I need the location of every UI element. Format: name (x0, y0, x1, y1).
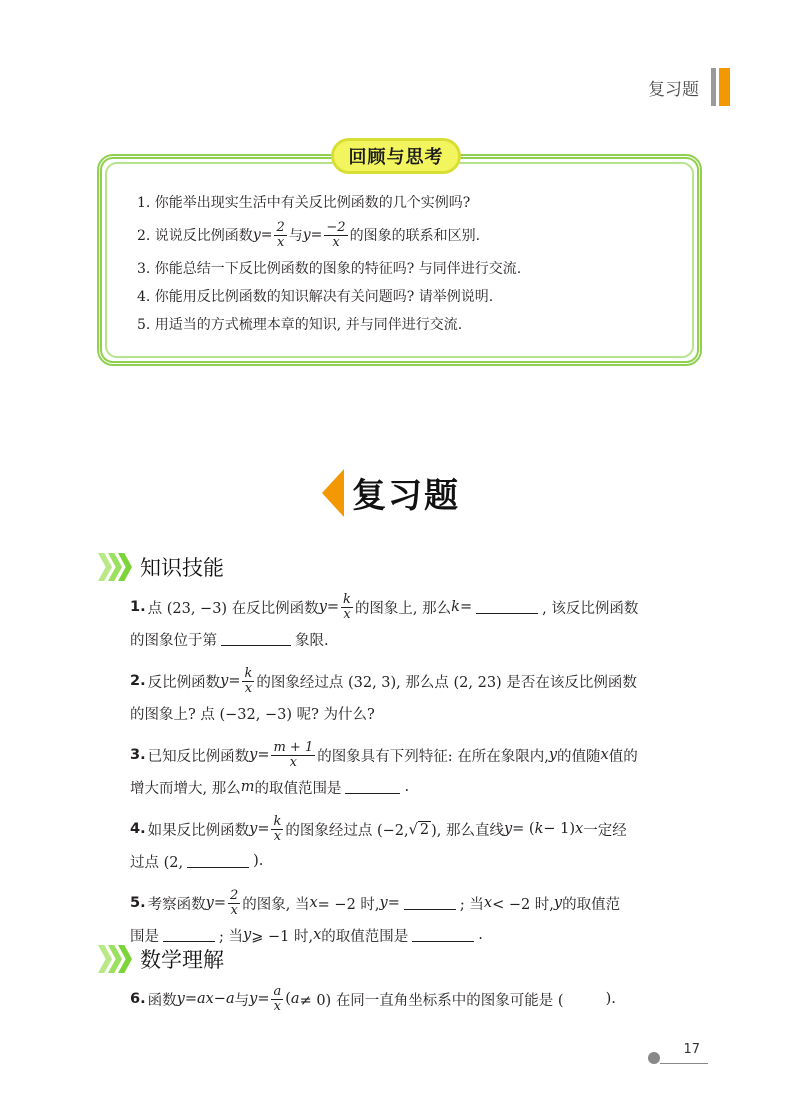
sub-heading-knowledge-skills: 知识技能 (98, 552, 224, 582)
review-badge: 回顾与思考 (331, 138, 461, 174)
running-header-title: 复习题 (648, 79, 699, 100)
answer-blank[interactable] (221, 632, 291, 647)
question-5: 5. 考察函数 y = $\frac{2}{x}$ 的图象, 当 x = −2 时, y = ; 当 x < −2 时, y 的取值范 围是 ; 当 y ⩾ −1 时, x 的取值范围是 . (130, 887, 621, 945)
section-title: 复习题 (322, 468, 460, 517)
answer-blank[interactable] (412, 928, 474, 943)
question-6: 6. 函数 y = ax − a 与 y = $\frac{a}{x}$ ( a ≠ 0) 在同一直角坐标系中的图象可能是 ( ). (130, 983, 616, 1014)
square-root: √ 2 (408, 821, 430, 838)
answer-blank[interactable] (404, 896, 456, 911)
dot-icon (648, 1052, 660, 1064)
review-list (137, 188, 677, 338)
fraction: $\frac{2}{x}$ (276, 219, 285, 250)
fraction: $\frac{k}{x}$ (273, 813, 282, 844)
question-list-2 (130, 982, 705, 1026)
chevron-arrows-icon (98, 553, 134, 581)
review-item-2: 2. 说说反比例函数 y = $\frac{2}{x}$ 与 y = $\frac{-2}{x}$ 的图象的联系和区别. (137, 219, 481, 250)
chevron-arrows-icon (98, 945, 134, 973)
fraction: $\frac{k}{x}$ (343, 591, 351, 622)
fraction: $\frac{2}{x}$ (229, 887, 239, 918)
page-number: 17 (683, 1042, 700, 1057)
fraction: $\frac{k}{x}$ (244, 665, 253, 696)
answer-blank[interactable] (345, 780, 400, 795)
answer-blank[interactable] (187, 854, 249, 869)
triangle-marker-icon (322, 469, 344, 517)
review-item-3: 3. 你能总结一下反比例函数的图象的特征吗? 与同伴进行交流. (137, 261, 522, 277)
question-2: 2. 反比例函数 y = $\frac{k}{x}$ 的图象经过点 (32, 3), 那么点 (2, 23) 是否在该反比例函数 的图象上? 点 (−32, −3) 呢? 为什么? (130, 665, 637, 723)
running-header (648, 68, 730, 106)
header-bars-decoration (711, 68, 730, 106)
fraction: $\frac{-2}{x}$ (326, 219, 346, 250)
review-item-1: 1. 你能举出现实生活中有关反比例函数的几个实例吗? (137, 195, 471, 211)
fraction: $\frac{a}{x}$ (273, 983, 282, 1014)
sub-heading-math-understanding: 数学理解 (98, 944, 224, 974)
question-1: 1. 点 (23, −3) 在反比例函数 y = $\frac{k}{x}$ 的图象上, 那么 k = , 该反比例函数 的图象位于第 象限. (130, 591, 639, 649)
answer-blank[interactable] (163, 928, 215, 943)
fraction: $\frac{m + 1}{x}$ (273, 739, 314, 770)
page-footer (648, 1042, 708, 1064)
review-item-5: 5. 用适当的方式梳理本章的知识, 并与同伴进行交流. (137, 317, 463, 333)
answer-blank[interactable] (476, 600, 538, 615)
review-item-4: 4. 你能用反比例函数的知识解决有关问题吗? 请举例说明. (137, 289, 494, 305)
question-3: 3. 已知反比例函数 y = $\frac{m + 1}{x}$ 的图象具有下列特征: 在所在象限内, y 的值随 x 值的 增大而增大, 那么 m 的取值范围是 . (130, 739, 638, 797)
question-4: 4. 如果反比例函数 y = $\frac{k}{x}$ 的图象经过点 (−2, √ 2 ), 那么直线 y = ( k − 1) x 一定经 过点 (2, ). (130, 813, 627, 871)
question-list (130, 590, 705, 960)
